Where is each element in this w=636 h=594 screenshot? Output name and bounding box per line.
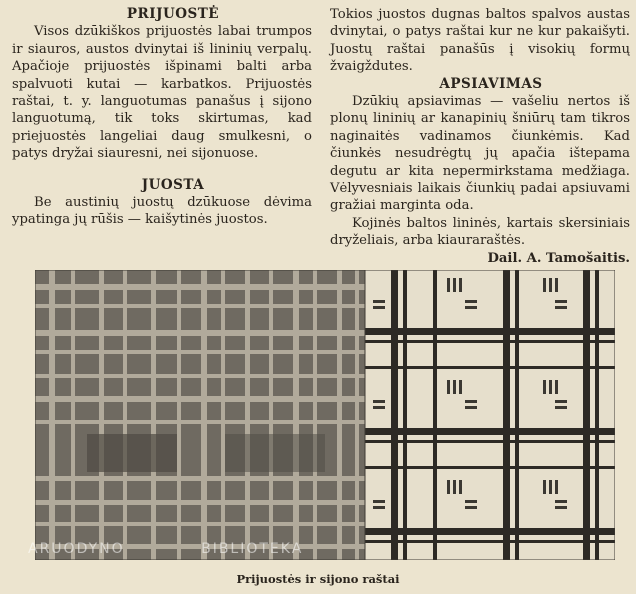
paragraph-prijuoste: Visos dzūkiškos prijuostės labai trumpos ir siauros, austos dvinytai iš lininių verpalų. Apačioje prijuostės išpinami balti arba spalvuoti kutai — karbatkos. Prijuostės raštai, t. y. languotumas panašus į sijono languotumą, tik toks skirtumas, kad priejuostės langeliai daug smulkesni, o patys dryžai siauresni, nei sijonuose. [12,24,312,162]
apron-pattern [35,270,365,560]
paragraph-apsiavimas: Dzūkių apsiavimas — vašeliu nertos iš plonų lininių ar kanapinių šniūrų tam tikros naginaitės vadinamos čiunkėmis. Kad čiunkės nesudrėgtų jų apačia ištepama degutu ar kita nepermirkstama medžiaga. Vėlyvesniais laikais čiunkių padai apsiuvami gražiai marginta oda. [330,94,630,214]
watermark [28,541,373,557]
plaid-patterns-image [35,270,615,560]
paragraph-kojines: Kojinės baltos lininės, kartais skersiniais dryželiais, arba kiauraraštės. [330,215,630,249]
plaid-patterns-figure [35,270,615,560]
skirt-pattern [365,270,615,560]
right-column [330,6,630,267]
section-heading-juosta: JUOSTA [141,176,205,193]
paragraph-juosta-continued: Tokios juostos dugnas baltos spalvos austas dvinytai, o patys raštai kur ne kur pakaišyti. Juostų raštai panašūs į visokių formų žvaigždutes. [330,7,630,75]
figure-caption: Prijuostės ir sijono raštai [236,572,400,586]
watermark-left: ARUODYNO [28,541,125,557]
section-heading-prijuoste: PRIJUOSTĖ [126,6,220,22]
section-heading-apsiavimas: APSIAVIMAS [439,75,543,92]
watermark-right: BIBLIOTEKA [201,541,304,557]
left-column [12,6,312,229]
author-signature: Dail. A. Tamošaitis. [487,250,630,266]
paragraph-juosta: Be austinių juostų dzūkuose dėvima ypatinga jų rūšis — kaišytinės juostos. [12,195,312,228]
